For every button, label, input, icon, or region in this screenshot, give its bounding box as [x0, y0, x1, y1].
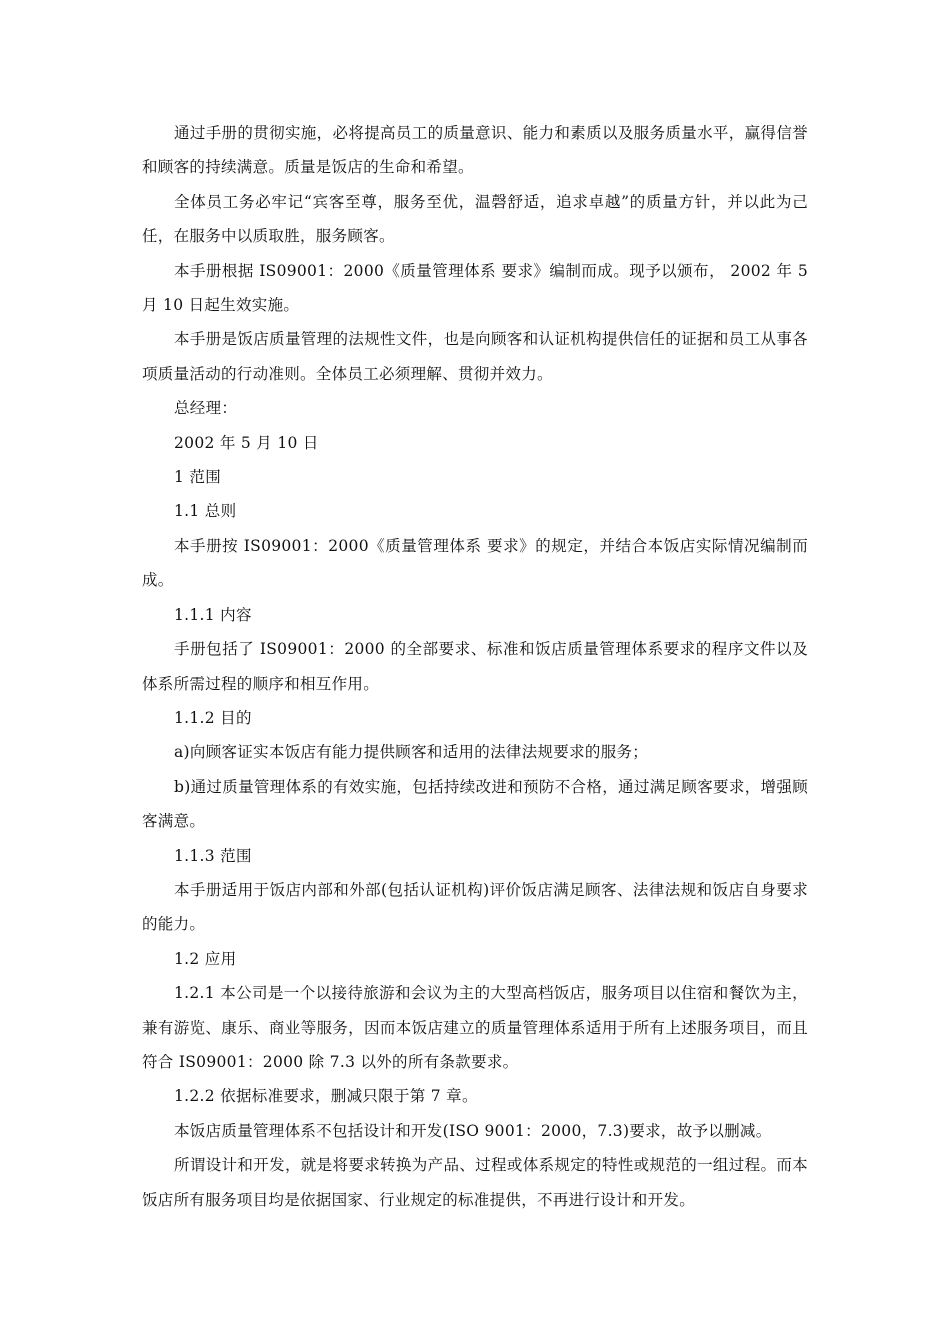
paragraph-exclusion: 本饭店质量管理体系不包括设计和开发(ISO 9001：2000，7.3)要求，故予以删减。: [174, 1121, 772, 1140]
paragraph-scope: 本手册适用于饭店内部和外部(包括认证机构)评价饭店满足顾客、法律法规和饭店自身要求的能力。: [142, 880, 808, 934]
paragraph-manual-basis: 本手册根据 IS09001：2000《质量管理体系 要求》编制而成。现予以颁布， 2002 年 5 月 10 日起生效实施。: [142, 261, 808, 315]
section-heading-1-1-3: 1.1.3 范围: [174, 846, 252, 865]
paragraph-design-definition: 所谓设计和开发，就是将要求转换为产品、过程或体系规定的特性或规范的一组过程。而本饭店所有服务项目均是依据国家、行业规定的标准提供，不再进行设计和开发。: [142, 1156, 808, 1209]
section-heading-1: 1 范围: [174, 468, 221, 487]
paragraph-general: 本手册按 IS09001：2000《质量管理体系 要求》的规定，并结合本饭店实际情况编制而成。: [142, 536, 808, 590]
signature-label: 总经理：: [174, 399, 238, 418]
section-heading-1-1-2: 1.1.2 目的: [174, 708, 252, 727]
list-item-b: b)通过质量管理体系的有效实施，包括持续改进和预防不合格，通过满足顾客要求，增强顾客满意。: [142, 777, 808, 831]
paragraph-1-2-2: 1.2.2 依据标准要求，删减只限于第 7 章。: [174, 1087, 478, 1106]
section-heading-1-1-1: 1.1.1 内容: [174, 605, 252, 624]
paragraph-content: 手册包括了 IS09001：2000 的全部要求、标准和饭店质量管理体系要求的程序文件以及体系所需过程的顺序和相互作用。: [142, 640, 808, 693]
paragraph-1-2-1: 1.2.1 本公司是一个以接待旅游和会议为主的大型高档饭店，服务项目以住宿和餐饮为主，兼有游览、康乐、商业等服务，因而本饭店建立的质量管理体系适用于所有上述服务项目，而且符合 IS09001：2000 除 7.3 以外的所有条款要求。: [142, 984, 808, 1071]
section-heading-1-2: 1.2 应用: [174, 949, 237, 968]
list-item-a: a)向顾客证实本饭店有能力提供顾客和适用的法律法规要求的服务；: [174, 743, 649, 762]
paragraph-manual-nature: 本手册是饭店质量管理的法规性文件，也是向顾客和认证机构提供信任的证据和员工从事各项质量活动的行动准则。全体员工必须理解、贯彻并效力。: [142, 330, 808, 383]
signature-date: 2002 年 5 月 10 日: [174, 433, 319, 452]
paragraph-quality-policy: 全体员工务必牢记“宾客至尊，服务至优，温磬舒适，追求卓越”的质量方针，并以此为己任，在服务中以质取胜，服务顾客。: [142, 192, 808, 246]
section-heading-1-1: 1.1 总则: [174, 502, 237, 521]
paragraph-intro-1: 通过手册的贯彻实施，必将提高员工的质量意识、能力和素质以及服务质量水平，赢得信誉和顾客的持续满意。质量是饭店的生命和希望。: [142, 124, 808, 177]
